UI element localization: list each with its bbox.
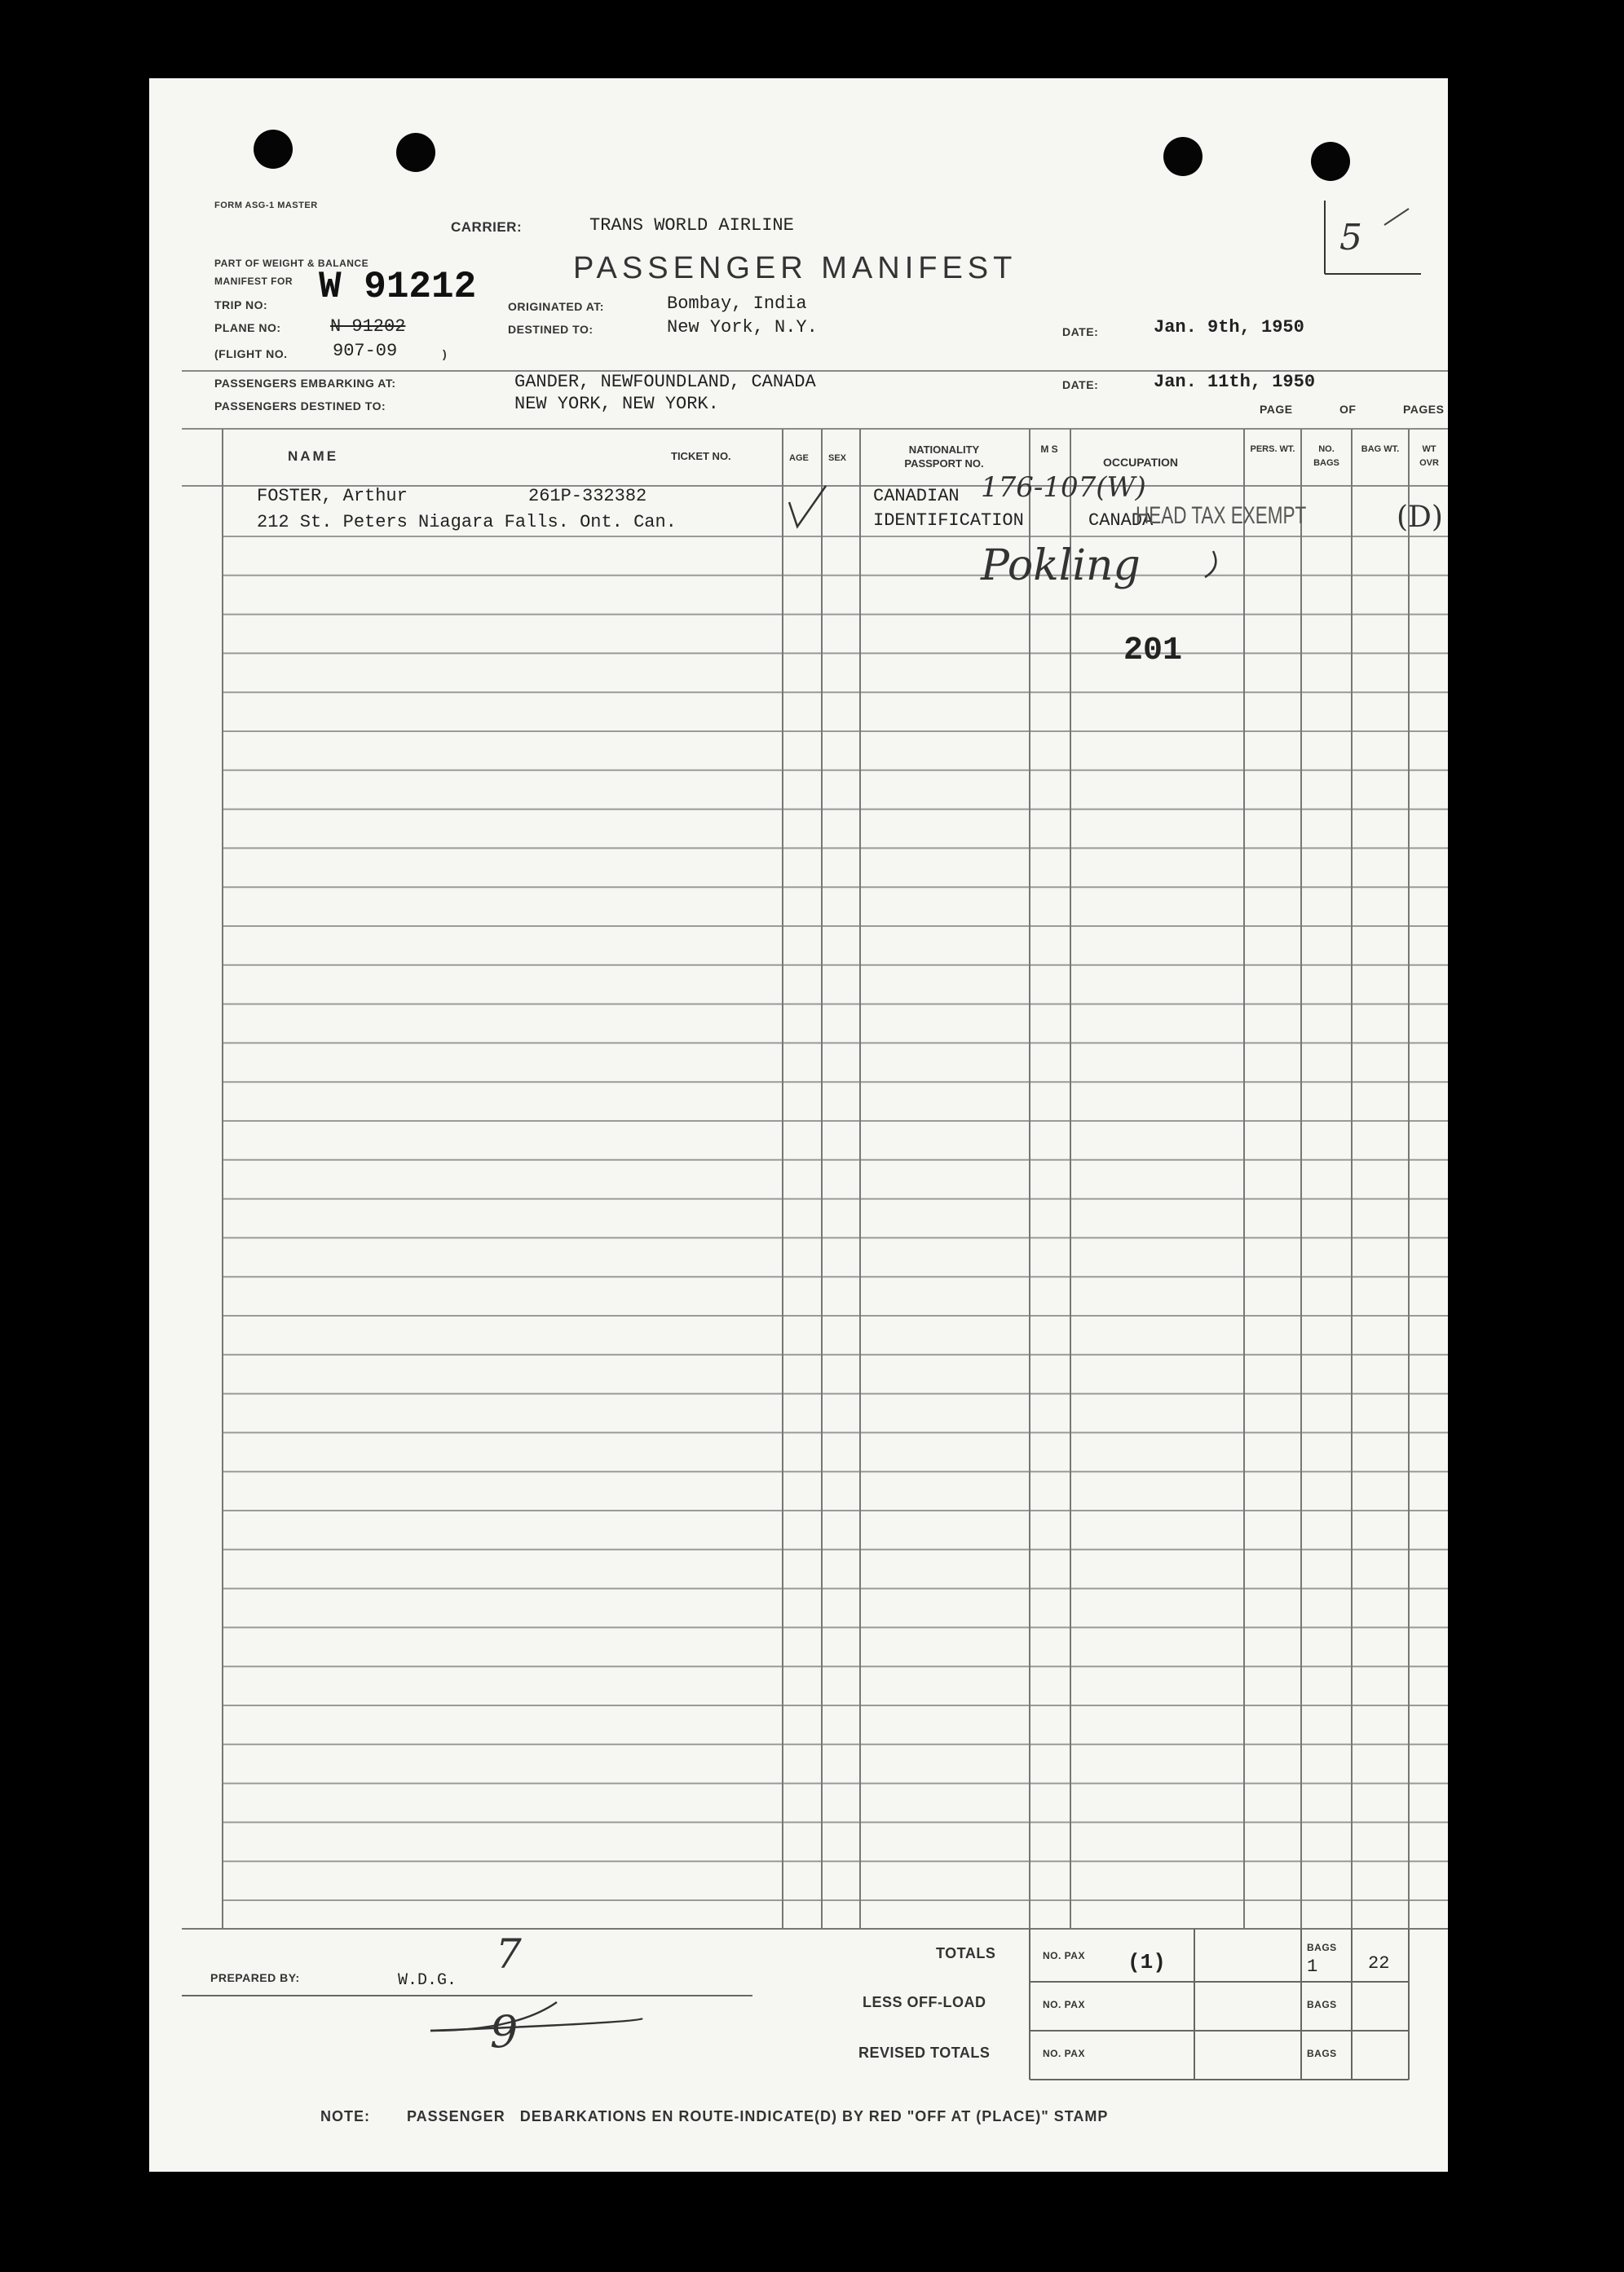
plane-label: PLANE NO: [214, 321, 281, 334]
col-name: NAME [288, 448, 339, 464]
manifest-for: MANIFEST FOR [214, 276, 293, 287]
passenger-country: CANADA [1088, 510, 1154, 531]
note-text: PASSENGER DEBARKATIONS EN ROUTE-INDICATE(D) BY RED "OFF AT (PLACE)" STAMP [407, 2108, 1109, 2124]
no-pax-label-2: NO. PAX [1043, 1999, 1085, 2010]
revised-totals-label: REVISED TOTALS [858, 2045, 991, 2061]
carrier-value: TRANS WORLD AIRLINE [589, 215, 794, 236]
passenger-nationality: CANADIAN [873, 486, 960, 506]
col-bag-wt: BAG WT. [1361, 444, 1400, 454]
pax-count: (1) [1128, 1950, 1166, 1974]
passenger-ticket: 261P-332382 [528, 486, 647, 506]
passenger-name: FOSTER, Arthur [257, 486, 408, 506]
page-title: PASSENGER MANIFEST [573, 251, 1017, 285]
of-label: OF [1339, 403, 1357, 416]
date2-label: DATE: [1062, 378, 1099, 391]
originated-value: Bombay, India [667, 293, 807, 314]
fraction-top: 7 [496, 1930, 522, 1978]
hand-code: 176-107(W) [981, 471, 1146, 504]
destined-value: New York, N.Y. [667, 317, 818, 337]
hand-d: (D) [1397, 501, 1443, 534]
flight-label: (FLIGHT NO. [214, 347, 288, 360]
col-no-bags: NO. BAGS [1313, 444, 1339, 468]
plane-number: N-91202 [330, 316, 406, 337]
carrier-label: CARRIER: [451, 219, 523, 235]
fraction-bottom: 9 [490, 2006, 519, 2058]
embarking-value: GANDER, NEWFOUNDLAND, CANADA [514, 372, 816, 392]
part-of-weight: PART OF WEIGHT & BALANCE [214, 258, 369, 269]
flight-close: ) [443, 347, 448, 360]
pages-label: PAGES [1403, 403, 1445, 416]
passenger-address: 212 St. Peters Niagara Falls. Ont. Can. [257, 512, 677, 532]
prepared-initials: W.D.G. [398, 1971, 457, 1990]
bags-label-2: BAGS [1307, 1999, 1337, 2010]
date2-value: Jan. 11th, 1950 [1154, 372, 1316, 392]
originated-label: ORIGINATED AT: [508, 300, 604, 313]
date-label: DATE: [1062, 325, 1099, 338]
manifest-table-grid [149, 78, 1448, 2172]
flight-number: 907-09 [333, 341, 398, 361]
col-occupation: OCCUPATION [1103, 456, 1179, 469]
date-value: Jan. 9th, 1950 [1154, 317, 1304, 337]
totals-label: TOTALS [936, 1945, 996, 1961]
corner-mark: 5 [1339, 217, 1362, 258]
trip-label: TRIP NO: [214, 298, 268, 311]
page-label: PAGE [1260, 403, 1293, 416]
prepared-label: PREPARED BY: [210, 1971, 300, 1984]
col-wt-over: WT OVR [1419, 444, 1439, 468]
destined-label: DESTINED TO: [508, 323, 594, 336]
pass-destined-value: NEW YORK, NEW YORK. [514, 394, 719, 414]
trip-number: W 91212 [319, 266, 477, 308]
bags-label-1: BAGS [1307, 1942, 1337, 1953]
pass-destined-label: PASSENGERS DESTINED TO: [214, 399, 386, 412]
less-offload-label: LESS OFF-LOAD [863, 1994, 986, 2010]
col-ticket: TICKET NO. [671, 450, 731, 462]
head-tax-stamp: HEAD TAX EXEMPT [1136, 502, 1307, 529]
signature: Pokling [981, 541, 1141, 590]
no-pax-label-3: NO. PAX [1043, 2048, 1085, 2059]
col-pers-wt: PERS. WT. [1250, 444, 1295, 454]
passenger-identification: IDENTIFICATION [873, 510, 1024, 531]
col-sex: SEX [828, 453, 847, 463]
col-nationality: NATIONALITY PASSPORT NO. [904, 443, 984, 470]
note-label: NOTE: [320, 2108, 370, 2124]
embarking-label: PASSENGERS EMBARKING AT: [214, 377, 396, 390]
col-age: AGE [789, 453, 809, 463]
no-pax-label-1: NO. PAX [1043, 1950, 1085, 1961]
manifest-sheet [149, 78, 1448, 2172]
stamp-number: 201 [1123, 633, 1183, 669]
bags-label-3: BAGS [1307, 2048, 1337, 2059]
col-ms: M S [1040, 443, 1058, 455]
bag-weight-total: 22 [1368, 1953, 1390, 1974]
form-id: FORM ASG-1 MASTER [214, 201, 318, 210]
bags-count: 1 [1307, 1957, 1318, 1977]
